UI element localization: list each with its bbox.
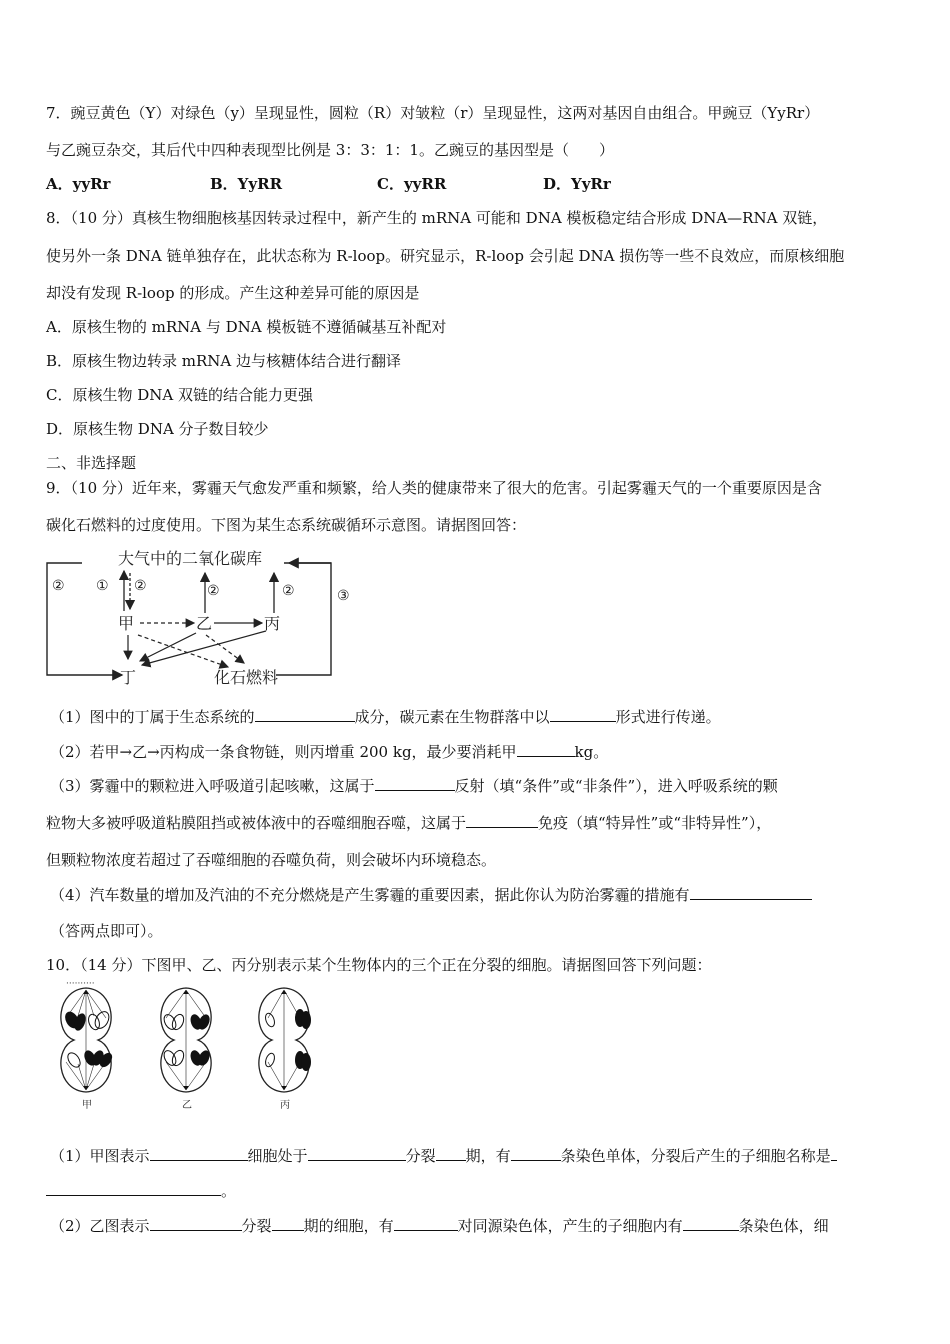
q7-option-d: D．YyRr <box>543 175 611 193</box>
cell-yi <box>161 988 212 1092</box>
node-bing: 丙 <box>264 614 281 633</box>
label-2-bing: ② <box>282 583 295 599</box>
q10-part1-line1: （1）甲图表示 细胞处于 分裂 期，有 条染色单体，分裂后产生的子细胞名称是 <box>50 1146 837 1166</box>
cell-jia <box>61 988 115 1092</box>
label-bing: 丙 <box>280 1100 290 1111</box>
q10-part1-line2: 。 <box>46 1181 236 1201</box>
q9-part4-line1: （4）汽车数量的增加及汽油的不充分燃烧是产生雾霾的重要因素，据此你认为防治雾霾的措施有 <box>50 885 812 905</box>
label-jia: 甲 <box>82 1100 92 1111</box>
q8-line1: 8．（10 分）真核生物细胞核基因转录过程中，新产生的 mRNA 可能和 DNA 模板稳定结合形成 DNA—RNA 双链， <box>46 209 828 227</box>
cell-bing <box>259 988 311 1092</box>
svg-text:··········: ·········· <box>66 979 95 989</box>
q8-line2: 使另外一条 DNA 链单独存在，此状态称为 R-loop。研究显示，R-loop 会引起 DNA 损伤等一些不良效应，而原核细胞 <box>46 247 845 265</box>
label-1: ① <box>96 578 109 594</box>
atmosphere-co2-label: 大气中的二氧化碳库 <box>118 549 263 568</box>
q9-line2: 碳化石燃料的过度使用。下图为某生态系统碳循环示意图。请据图回答： <box>46 516 527 534</box>
node-jia: 甲 <box>118 614 135 633</box>
q8-option-a: A．原核生物的 mRNA 与 DNA 模板链不遵循碱基互补配对 <box>46 318 447 336</box>
q10-line1: 10．（14 分）下图甲、乙、丙分别表示某个生物体内的三个正在分裂的细胞。请据图回答下列问题： <box>46 956 712 974</box>
label-yi: 乙 <box>182 1100 192 1111</box>
q9-part1: （1）图中的丁属于生态系统的 成分，碳元素在生物群落中以 形式进行传递。 <box>50 708 721 726</box>
q10-part2: （2）乙图表示 分裂 期的细胞，有 对同源染色体，产生的子细胞内有 条染色体，细 <box>50 1217 829 1235</box>
node-yi: 乙 <box>196 614 213 633</box>
q9-line1: 9．（10 分）近年来，雾霾天气愈发严重和频繁，给人类的健康带来了很大的危害。引起雾霾天气的一个重要原因是含 <box>46 479 822 497</box>
q9-part3-line2: 粒物大多被呼吸道粘膜阻挡或被体液中的吞噬细胞吞噬，这属于 免疫（填“特异性”或“非特异性”）， <box>46 814 772 832</box>
q9-part3-line3: 但颗粒物浓度若超过了吞噬细胞的吞噬负荷，则会破坏内环境稳态。 <box>46 851 497 869</box>
q7-line1: 7．豌豆黄色（Y）对绿色（y）呈现显性，圆粒（R）对皱粒（r）呈现显性，这两对基因自由组合。甲豌豆（YyRr） <box>46 104 820 122</box>
q8-option-b: B．原核生物边转录 mRNA 边与核糖体结合进行翻译 <box>46 352 402 370</box>
label-2-left: ② <box>52 578 65 594</box>
cell-division-figures <box>46 978 316 1112</box>
section-title: 二、非选择题 <box>46 454 137 472</box>
label-2-jia: ② <box>134 578 147 594</box>
q9-part3-line1: （3）雾霾中的颗粒进入呼吸道引起咳嗽，这属于 反射（填“条件”或“非条件”），进入呼吸系统的颗 <box>50 777 778 795</box>
carbon-cycle-diagram <box>44 543 364 688</box>
q7-option-b: B．YyRR <box>210 175 283 193</box>
q9-part4-line2: （答两点即可）。 <box>50 922 163 940</box>
q7-option-c: C．yyRR <box>377 175 447 193</box>
q8-option-d: D．原核生物 DNA 分子数目较少 <box>46 420 269 438</box>
q7-line2: 与乙豌豆杂交，其后代中四种表现型比例是 3：3：1：1。乙豌豆的基因型是（ ） <box>46 141 614 159</box>
q7-option-a: A．yyRr <box>46 175 111 193</box>
label-3: ③ <box>337 588 350 604</box>
node-ding: 丁 <box>120 668 137 687</box>
node-fossil-fuel: 化石燃料 <box>214 668 279 687</box>
q8-option-c: C．原核生物 DNA 双链的结合能力更强 <box>46 386 313 404</box>
q8-line3: 却没有发现 R-loop 的形成。产生这种差异可能的原因是 <box>46 284 420 302</box>
q9-part2: （2）若甲→乙→丙构成一条食物链，则丙增重 200 kg，最少要消耗甲 kg。 <box>50 743 609 761</box>
label-2-yi: ② <box>207 583 220 599</box>
